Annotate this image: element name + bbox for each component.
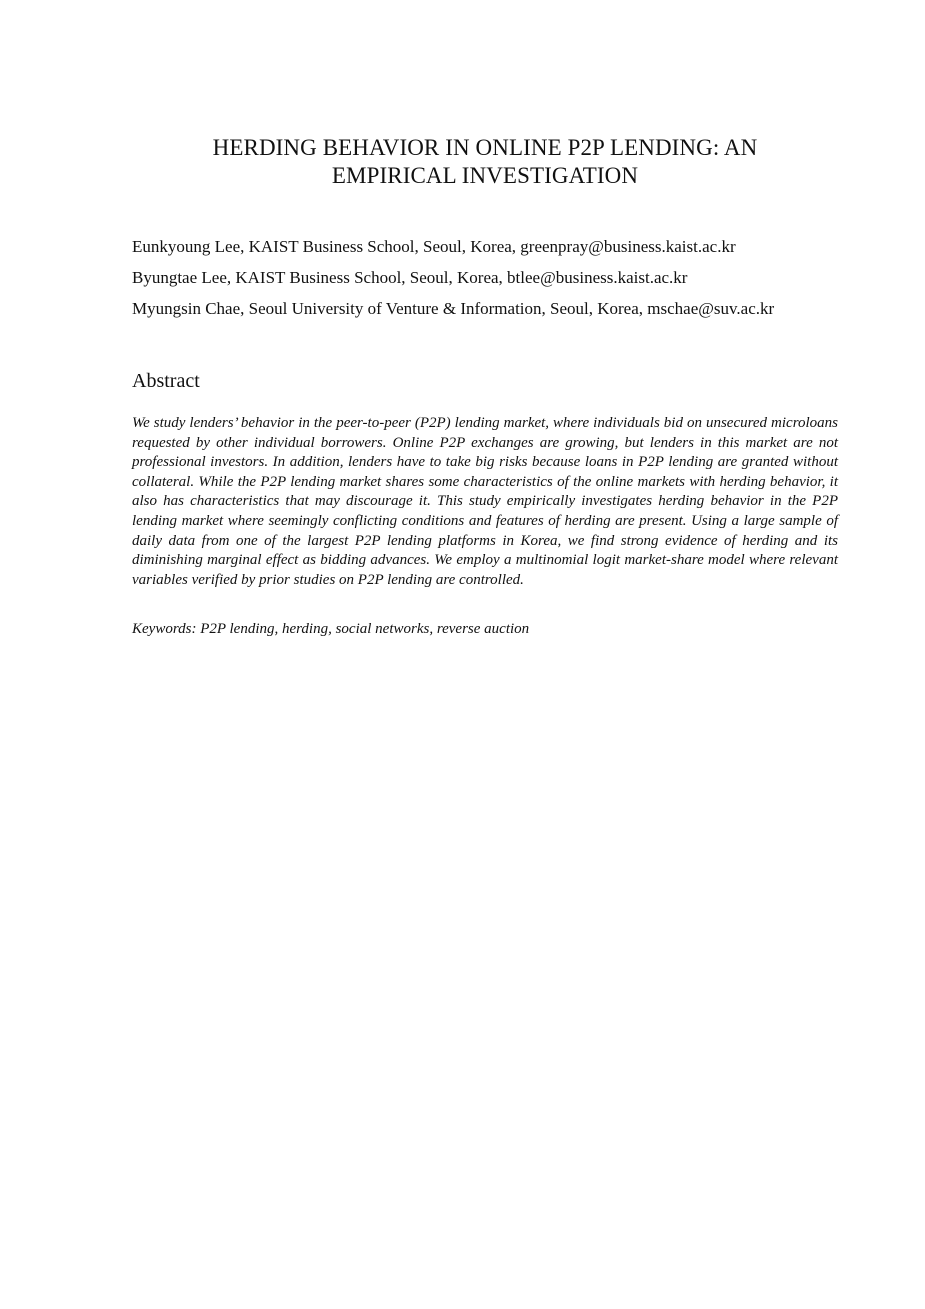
- title-line-2: EMPIRICAL INVESTIGATION: [331, 163, 639, 188]
- abstract-heading: Abstract: [132, 370, 200, 392]
- keywords: Keywords: P2P lending, herding, social networks, reverse auction: [132, 621, 530, 637]
- author-3: Myungsin Chae, Seoul University of Venture & Information, Seoul, Korea, mschae@suv.ac.kr: [132, 299, 775, 318]
- title-line-1: HERDING BEHAVIOR IN ONLINE P2P LENDING: AN: [212, 135, 758, 160]
- paper-title: [132, 134, 838, 190]
- author-list: [132, 236, 852, 329]
- author-2: Byungtae Lee, KAIST Business School, Seoul, Korea, btlee@business.kaist.ac.kr: [132, 268, 688, 287]
- author-1: Eunkyoung Lee, KAIST Business School, Seoul, Korea, greenpray@business.kaist.ac.kr: [132, 237, 736, 256]
- abstract-text: We study lenders’ behavior in the peer-to-peer (P2P) lending market, where individuals bid on unsecured microloans requested by other individual borrowers. Online P2P exchanges are growing, but lenders in this market are not professional investors. In addition, lenders have to take big risks because loans in P2P lending are granted without collateral. While the P2P lending market shares some characteristics of the online markets with herding behavior, it also has characteristics that may discourage it. This study empirically investigates herding behavior in the P2P lending market where seemingly conflicting conditions and features of herding are present. Using a large sample of daily data from one of the largest P2P lending platforms in Korea, we find strong evidence of herding and its diminishing marginal effect as bidding advances. We employ a multinomial logit market-share model where relevant variables verified by prior studies on P2P lending are controlled.: [132, 415, 838, 588]
